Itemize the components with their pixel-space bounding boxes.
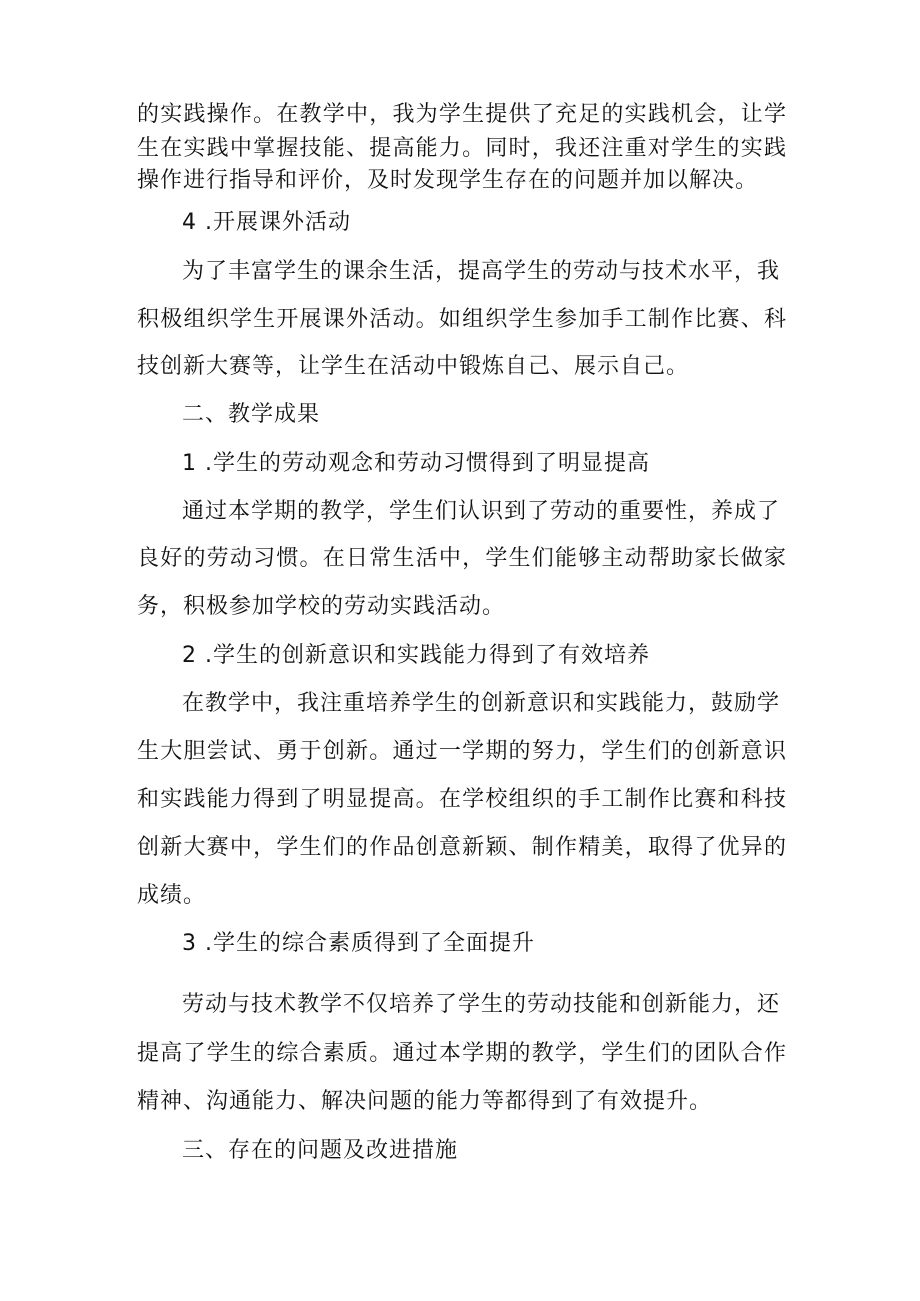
paragraph-line: 生在实践中掌握技能、提高能力。同时，我还注重对学生的实践 xyxy=(137,136,787,161)
paragraph-line: 为了丰富学生的课余生活，提高学生的劳动与技术水平，我 xyxy=(182,259,781,284)
paragraph-line: 的实践操作。在教学中，我为学生提供了充足的实践机会，让学 xyxy=(137,102,787,127)
paragraph-line: 和实践能力得到了明显提高。在学校组织的手工制作比赛和科技 xyxy=(137,787,787,812)
paragraph-line: 良好的劳动习惯。在日常生活中，学生们能够主动帮助家长做家 xyxy=(137,546,787,571)
paragraph-line: 生大胆尝试、勇于创新。通过一学期的努力，学生们的创新意识 xyxy=(137,739,787,764)
paragraph-line: 提高了学生的综合素质。通过本学期的教学，学生们的团队合作 xyxy=(137,1041,787,1066)
section-heading: 3 .学生的综合素质得到了全面提升 xyxy=(182,931,535,956)
section-heading: 4 .开展课外活动 xyxy=(182,210,351,235)
paragraph-line: 在教学中，我注重培养学生的创新意识和实践能力，鼓励学 xyxy=(182,691,781,716)
section-heading: 1 .学生的劳动观念和劳动习惯得到了明显提高 xyxy=(182,451,650,476)
paragraph-line: 精神、沟通能力、解决问题的能力等都得到了有效提升。 xyxy=(137,1089,713,1114)
paragraph-line: 通过本学期的教学，学生们认识到了劳动的重要性，养成了 xyxy=(182,499,781,524)
paragraph-line: 成绩。 xyxy=(137,883,207,908)
paragraph-line: 积极组织学生开展课外活动。如组织学生参加手工制作比赛、科 xyxy=(137,307,787,332)
chapter-heading: 二、教学成果 xyxy=(182,402,321,427)
paragraph-line: 技创新大赛等，让学生在活动中锻炼自己、展示自己。 xyxy=(137,354,690,379)
chapter-heading: 三、存在的问题及改进措施 xyxy=(182,1138,459,1163)
paragraph-line: 务，积极参加学校的劳动实践活动。 xyxy=(137,594,506,619)
paragraph-line: 创新大赛中，学生们的作品创意新颖、制作精美，取得了优异的 xyxy=(137,835,787,860)
paragraph-line: 操作进行指导和评价，及时发现学生存在的问题并加以解决。 xyxy=(137,168,759,193)
paragraph-line: 劳动与技术教学不仅培养了学生的劳动技能和创新能力，还 xyxy=(182,992,781,1017)
section-heading: 2 .学生的创新意识和实践能力得到了有效培养 xyxy=(182,643,650,668)
